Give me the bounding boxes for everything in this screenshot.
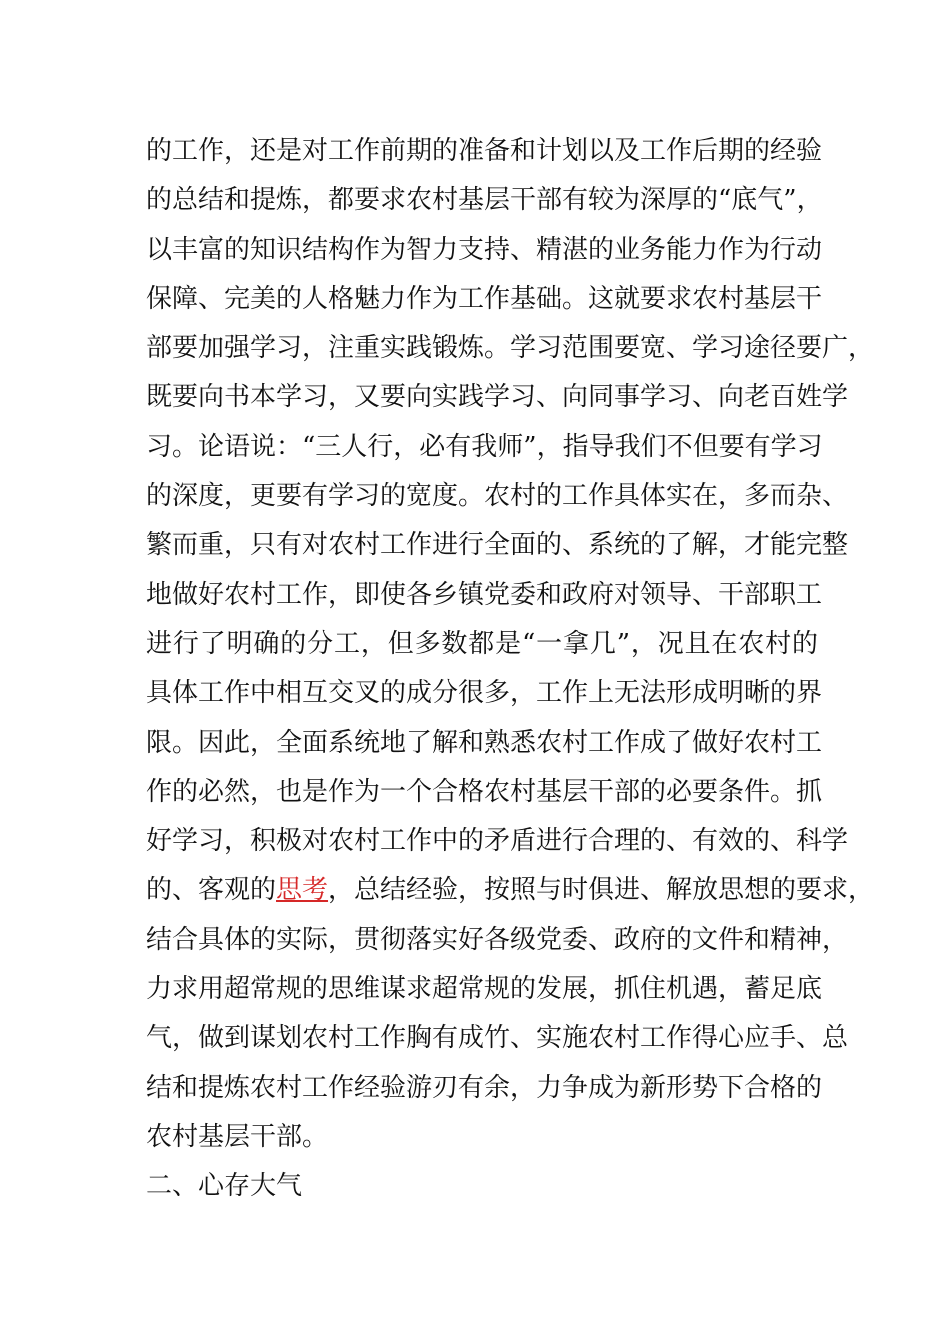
paragraph-last-line: 农村基层干部。 bbox=[146, 1121, 329, 1152]
paragraph-line: 习。论语说：“三人行，必有我师”，指导我们不但要有学习 bbox=[146, 431, 823, 462]
link-line-before: 的、客观的 bbox=[146, 875, 277, 906]
paragraph-line: 部要加强学习，注重实践锻炼。学习范围要宽、学习途径要广， bbox=[146, 333, 875, 364]
paragraph-line: 力求用超常规的思维谋求超常规的发展，抓住机遇，蓄足底 bbox=[146, 974, 823, 1005]
paragraph-line: 好学习，积极对农村工作中的矛盾进行合理的、有效的、科学 bbox=[146, 826, 849, 857]
paragraph-line: 的总结和提炼，都要求农村基层干部有较为深厚的“底气”， bbox=[146, 185, 823, 216]
paragraph-line: 保障、完美的人格魅力作为工作基础。这就要求农村基层干 bbox=[146, 283, 823, 314]
paragraph-line: 结和提炼农村工作经验游刃有余，力争成为新形势下合格的 bbox=[146, 1072, 823, 1103]
paragraph-line: 气，做到谋划农村工作胸有成竹、实施农村工作得心应手、总 bbox=[146, 1023, 849, 1054]
paragraph-line: 地做好农村工作，即使各乡镇党委和政府对领导、干部职工 bbox=[146, 579, 823, 610]
section-heading: 二、心存大气 bbox=[146, 1171, 303, 1202]
paragraph-line: 的工作，还是对工作前期的准备和计划以及工作后期的经验 bbox=[146, 136, 823, 166]
paragraph-line: 限。因此，全面系统地了解和熟悉农村工作成了做好农村工 bbox=[146, 727, 823, 758]
sikao-link[interactable]: 思考 bbox=[276, 875, 329, 906]
paragraph-line: 作的必然，也是作为一个合格农村基层干部的必要条件。抓 bbox=[146, 776, 823, 807]
paragraph-line: 以丰富的知识结构作为智力支持、精湛的业务能力作为行动 bbox=[146, 234, 823, 265]
paragraph-line: 进行了明确的分工，但多数都是“一拿几”，况且在农村的 bbox=[146, 628, 818, 659]
paragraph-line: 繁而重，只有对农村工作进行全面的、系统的了解，才能完整 bbox=[146, 530, 849, 561]
link-line-after: ，总结经验，按照与时俱进、解放思想的要求， bbox=[328, 875, 875, 906]
paragraph-line: 的深度，更要有学习的宽度。农村的工作具体实在，多而杂、 bbox=[146, 481, 849, 512]
paragraph-line: 具体工作中相互交叉的成分很多，工作上无法形成明晰的界 bbox=[146, 678, 823, 709]
document-body bbox=[146, 127, 875, 1212]
paragraph-line: 既要向书本学习，又要向实践学习、向同事学习、向老百姓学 bbox=[146, 382, 849, 413]
paragraph-line-with-link bbox=[146, 866, 875, 915]
paragraph-line: 结合具体的实际，贯彻落实好各级党委、政府的文件和精神， bbox=[146, 924, 849, 955]
